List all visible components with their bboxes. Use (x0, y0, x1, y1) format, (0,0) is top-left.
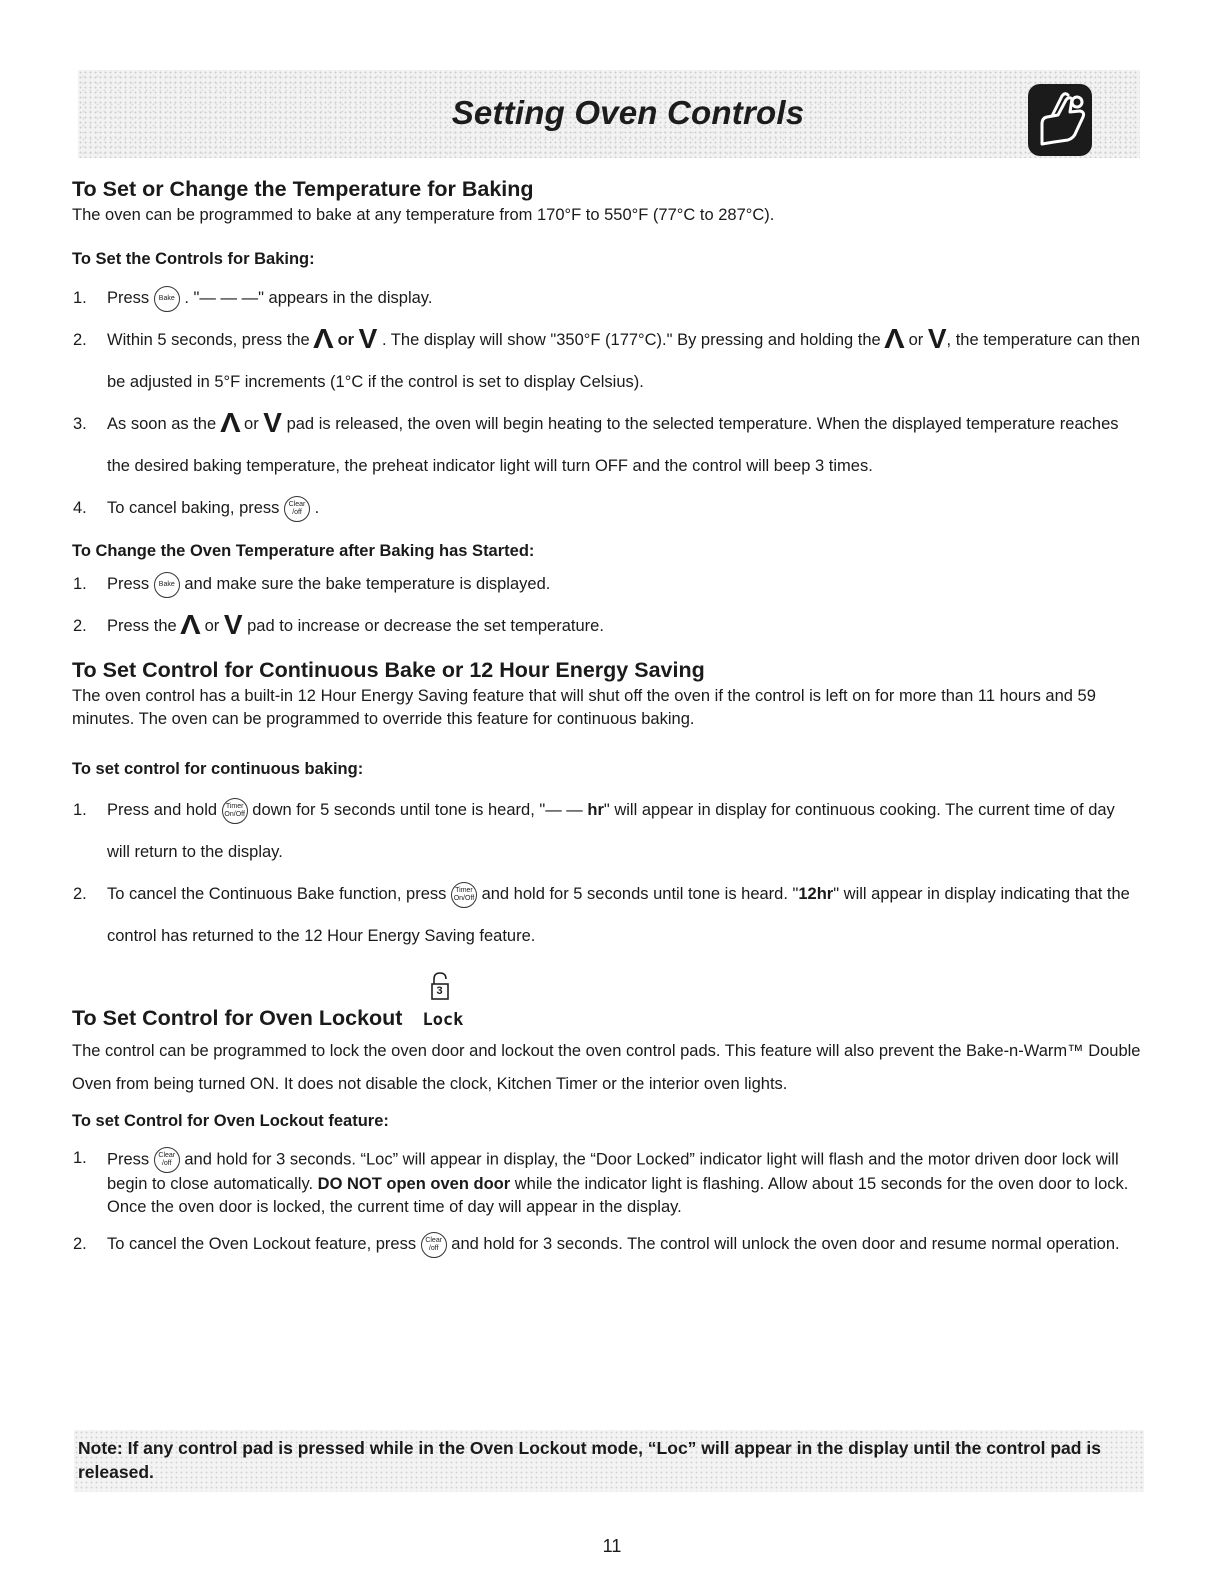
step-text: To cancel the Continuous Bake function, press (107, 885, 447, 903)
warning-text: DO NOT open oven door (317, 1175, 511, 1193)
hr-text: hr (587, 801, 604, 819)
step-text: while the indicator light is flashing. Allow about 15 seconds for the oven door to lock. Once the oven door is locked, the current time of day will appear in the display. (107, 1175, 1129, 1216)
pad-label: Bake (158, 294, 175, 302)
pad-label: /off (161, 1160, 172, 1167)
continuous-heading: To Set Control for Continuous Bake or 12 Hour Energy Saving (72, 658, 705, 682)
lockout-heading-text: To Set Control for Oven Lockout (72, 1006, 403, 1030)
up-arrow-icon: Λ (180, 609, 201, 640)
change-step-1 (72, 563, 1142, 605)
timer-pad-icon (451, 882, 477, 908)
timer-pad-icon (222, 798, 248, 824)
continuous-step-2 (72, 873, 1142, 957)
or-text: or (908, 331, 924, 349)
or-text: or (204, 617, 220, 635)
step-text: , the temperature can then be adjusted in 5°F increments (1°C if the control is set to display Celsius). (107, 331, 1141, 391)
pad-label: Timer (225, 802, 244, 810)
bake-pad-icon (154, 286, 180, 312)
or-text: or (244, 415, 259, 433)
step-text: Press (107, 289, 150, 307)
step-text: " will appear in display for continuous cooking. The current time of day will return to the display. (107, 801, 1115, 861)
step-number: 4. (73, 499, 87, 517)
step-text: pad is released, the oven will begin heating to the selected temperature. When the displayed temperature reaches the desired baking temperature, the preheat indicator light will turn OFF and the control will beep 3 times. (107, 415, 1119, 475)
step-text: and make sure the bake temperature is displayed. (184, 575, 551, 593)
step-text: Press (107, 575, 150, 593)
continuous-intro: The oven control has a built-in 12 Hour Energy Saving feature that will shut off the oven if the control is left on for more than 11 hours and 59 minutes. The oven can be programmed to override this feature for continuous baking. (72, 687, 1096, 728)
bake-step-3 (72, 403, 1142, 487)
pad-label: Timer (455, 886, 473, 894)
step-text: Press (107, 1150, 150, 1169)
bake-step-1 (72, 277, 1142, 319)
lockout-sub-heading: To set Control for Oven Lockout feature: (72, 1112, 389, 1130)
step-text: As soon as the (107, 415, 217, 433)
hand-pointing-icon (1028, 84, 1092, 156)
step-number: 1. (73, 575, 87, 593)
step-text: Within 5 seconds, press the (107, 331, 310, 349)
step-number: 1. (73, 1149, 87, 1167)
down-arrow-icon: V (358, 323, 378, 354)
pad-label: Clear (288, 500, 306, 508)
pad-label: Bake (158, 580, 175, 588)
down-arrow-icon: V (263, 407, 282, 438)
lockout-step-2 (72, 1223, 1142, 1265)
step-text: . " (184, 289, 200, 307)
bake-step-2 (72, 319, 1142, 403)
change-step-2 (72, 605, 1142, 647)
step-number: 1. (73, 801, 87, 819)
display-dashes: — — (545, 801, 583, 819)
step-number: 3. (73, 415, 87, 433)
or-text: or (337, 331, 355, 349)
step-number: 1. (73, 289, 87, 307)
continuous-step-1 (72, 789, 1142, 873)
step-text: . (314, 499, 320, 517)
bake-heading: To Set or Change the Temperature for Baking (72, 177, 534, 201)
pad-label: /off (428, 1244, 439, 1252)
step-text: Press the (107, 617, 177, 635)
step-text: pad to increase or decrease the set temperature. (247, 617, 604, 635)
clear-off-pad-icon (154, 1147, 180, 1173)
lock-number: 3 (436, 985, 443, 997)
step-text: . The display will show "350°F (177°C)." By pressing and holding the (381, 331, 881, 349)
pad-label: Clear (425, 1236, 443, 1244)
step-text: and hold for 5 seconds until tone is heard. " (481, 885, 799, 903)
pad-label: On/Off (224, 810, 245, 818)
pad-label: /off (292, 508, 302, 516)
lockout-intro: The control can be programmed to lock the oven door and lockout the oven control pads. This feature will also prevent the Bake-n-Warm™ Double Oven from being turned ON. It does not disable the clock, Kitchen Timer or the interior oven lights. (72, 1042, 1141, 1093)
up-arrow-icon: Λ (219, 407, 241, 438)
page-title: Setting Oven Controls (451, 94, 805, 131)
step-number: 2. (73, 617, 87, 635)
bake-step-4 (72, 487, 1142, 529)
pad-label: Clear (158, 1152, 176, 1159)
step-number: 2. (73, 1235, 87, 1253)
bake-pad-icon (154, 572, 180, 598)
continuous-sub-heading: To set control for continuous baking: (72, 760, 364, 778)
lock-indicator (422, 985, 464, 1035)
lock-label: Lock (422, 1010, 464, 1030)
12hr-text: 12hr (798, 885, 834, 903)
step-text: and hold for 3 seconds. The control will unlock the oven door and resume normal operation. (451, 1235, 1120, 1253)
bake-intro: The oven can be programmed to bake at any temperature from 170°F to 550°F (77°C to 287°C). (72, 206, 775, 224)
pad-label: On/Off (453, 894, 475, 902)
down-arrow-icon: V (223, 609, 243, 640)
step-text: Press and hold (107, 801, 218, 819)
lockout-step-1 (72, 1147, 1142, 1219)
set-controls-heading: To Set the Controls for Baking: (72, 250, 315, 268)
step-text: " will appear in display indicating that the control has returned to the 12 Hour Energy Saving feature. (107, 885, 1130, 945)
step-text: To cancel baking, press (107, 499, 280, 517)
up-arrow-icon: Λ (884, 323, 905, 354)
content (72, 174, 1142, 1265)
step-number: 2. (73, 885, 87, 903)
note-text: Note: If any control pad is pressed while in the Oven Lockout mode, “Loc” will appear in the display until the control pad is released. (78, 1438, 1101, 1482)
step-text: down for 5 seconds until tone is heard, " (252, 801, 546, 819)
step-text: " appears in the display. (258, 289, 433, 307)
step-text: To cancel the Oven Lockout feature, press (107, 1235, 417, 1253)
header-banner (78, 70, 1140, 158)
clear-off-pad-icon (421, 1232, 447, 1258)
change-temp-heading: To Change the Oven Temperature after Baking has Started: (72, 542, 535, 560)
display-dashes: — — — (199, 289, 259, 307)
down-arrow-icon: V (927, 323, 947, 354)
clear-off-pad-icon (284, 496, 310, 522)
padlock-icon (430, 971, 450, 1009)
note-box (74, 1430, 1144, 1492)
up-arrow-icon: Λ (313, 323, 334, 354)
step-text: and hold for 3 seconds. “Loc” will appear in display, the “Door Locked” indicator light will flash and the motor driven door lock will begin to close automatically. (107, 1150, 1119, 1193)
step-number: 2. (73, 331, 87, 349)
lockout-heading (72, 985, 1142, 1035)
page-number: 11 (602, 1536, 622, 1556)
